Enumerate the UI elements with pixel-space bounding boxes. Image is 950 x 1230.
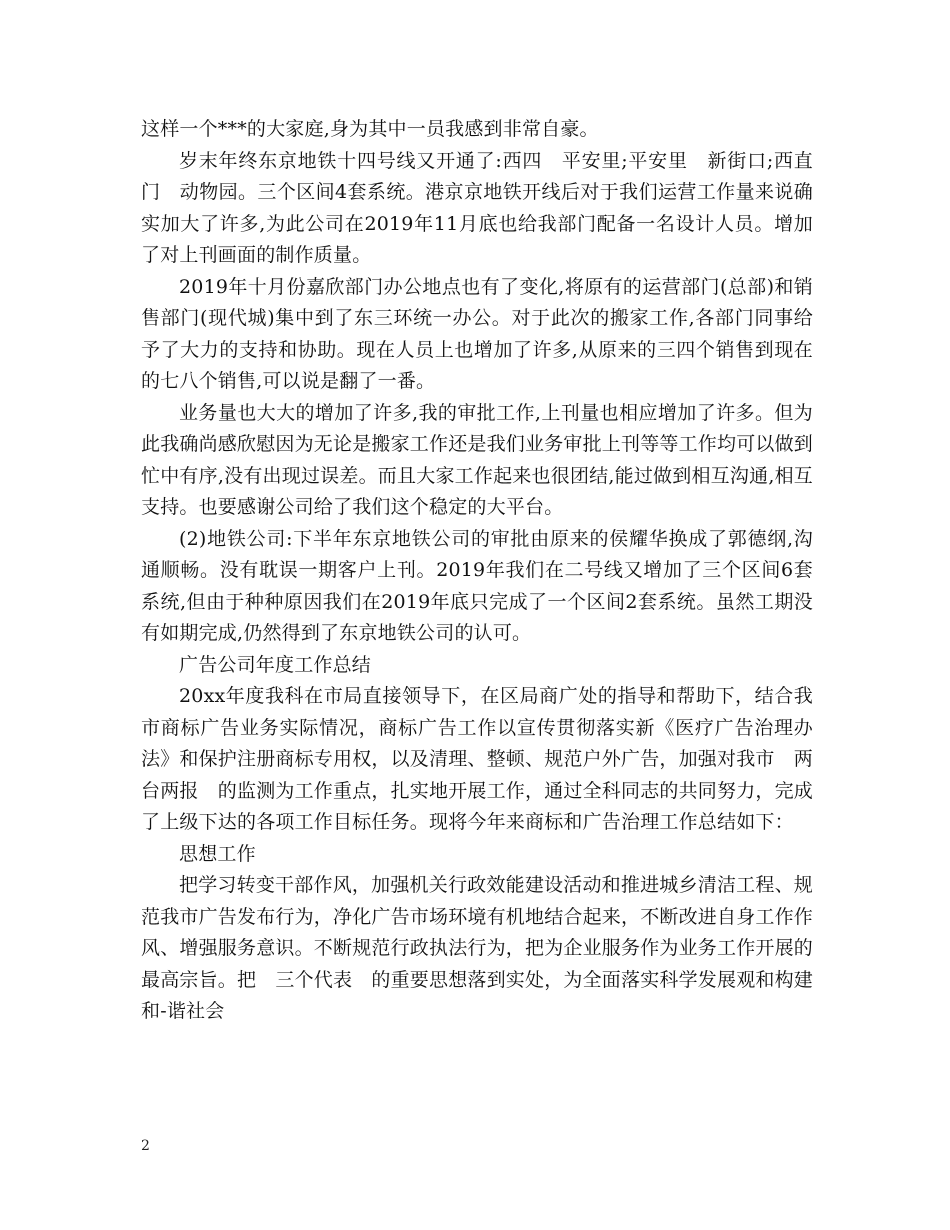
- paragraph-5: (2)地铁公司:下半年东京地铁公司的审批由原来的侯耀华换成了郭德纲,沟通顺畅。没有耽误一期客户上刊。2019年我们在二号线又增加了三个区间6套系统,但由于种种原因我们在2019年底只完成了一个区间2套系统。虽然工期没有如期完成,仍然得到了东京地铁公司的认可。: [141, 527, 813, 644]
- paragraph-6: 20xx年度我科在市局直接领导下，在区局商广处的指导和帮助下，结合我市商标广告业务实际情况，商标广告工作以宣传贯彻落实新《医疗广告治理办法》和保护注册商标专用权，以及清理、整顿、规范户外广告，加强对我市 两台两报 的监测为工作重点，扎实地开展工作，通过全科同志的共同努力，完成了上级下达的各项工作目标任务。现将今年来商标和广告治理工作总结如下：: [141, 685, 814, 833]
- section-heading-annual-summary: 广告公司年度工作总结: [179, 653, 372, 676]
- document-body: [141, 114, 813, 1028]
- section-heading-ideology-work: 思想工作: [179, 842, 256, 865]
- paragraph-2: 岁末年终东京地铁十四号线又开通了:西四 平安里;平安里 新街口;西直门 动物园。三个区间4套系统。港京京地铁开线后对于我们运营工作量来说确实加大了许多,为此公司在2019年11月底也给我部门配备一名设计人员。增加了对上刊画面的制作质量。: [141, 149, 813, 266]
- page-number: 2: [141, 1138, 150, 1154]
- paragraph-4: 业务量也大大的增加了许多,我的审批工作,上刊量也相应增加了许多。但为此我确尚感欣慰因为无论是搬家工作还是我们业务审批上刊等等工作均可以做到忙中有序,没有出现过误差。而且大家工作起来也很团结,能过做到相互沟通,相互支持。也要感谢公司给了我们这个稳定的大平台。: [141, 401, 814, 518]
- paragraph-1: 这样一个***的大家庭,身为其中一员我感到非常自豪。: [141, 118, 599, 140]
- paragraph-7: 把学习转变干部作风，加强机关行政效能建设活动和推进城乡清洁工程、规范我市广告发布行为，净化广告市场环境有机地结合起来，不断改进自身工作作风、增强服务意识。不断规范行政执法行为，把为企业服务作为业务工作开展的最高宗旨。把 三个代表 的重要思想落到实处，为全面落实科学发展观和构建和-谐社会: [141, 874, 814, 1022]
- paragraph-3: 2019年十月份嘉欣部门办公地点也有了变化,将原有的运营部门(总部)和销售部门(现代城)集中到了东三环统一办公。对于此次的搬家工作,各部门同事给予了大力的支持和协助。现在人员上也增加了许多,从原来的三四个销售到现在的七八个销售,可以说是翻了一番。: [141, 275, 813, 392]
